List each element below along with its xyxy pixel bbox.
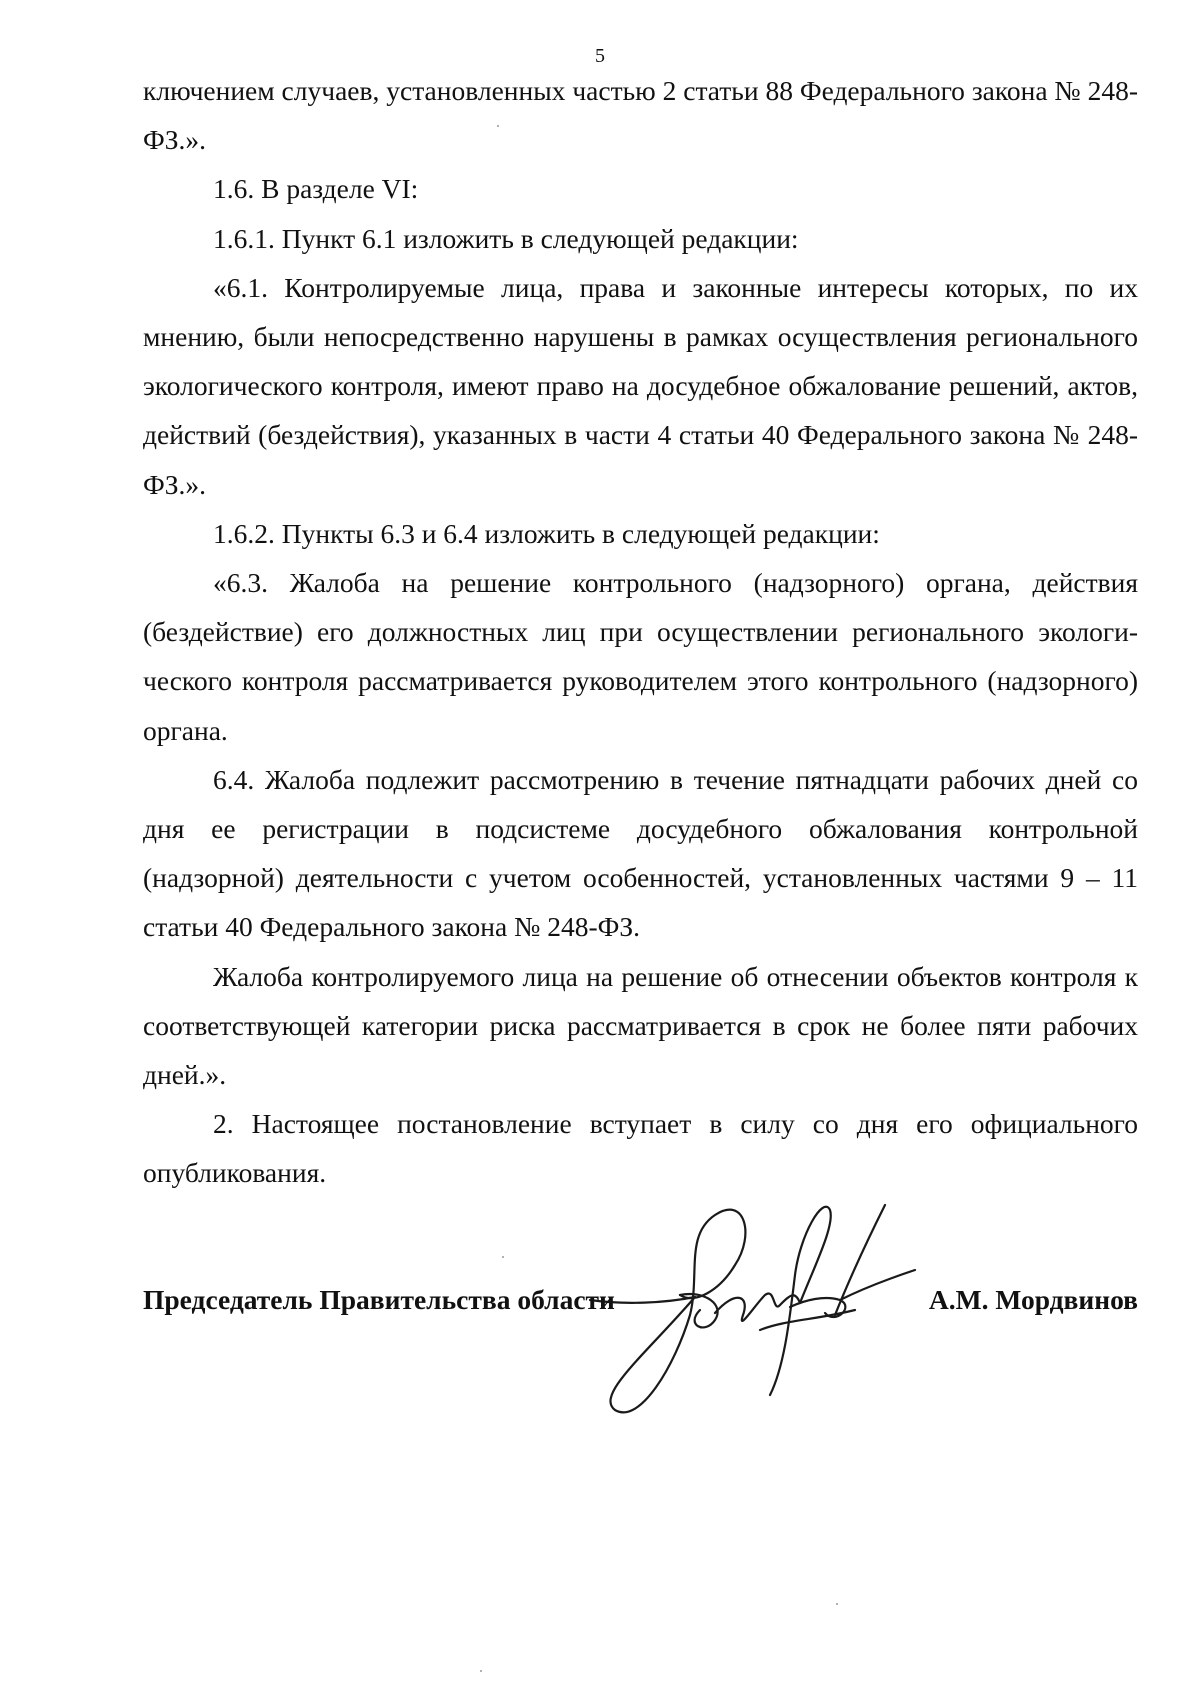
paragraph-entry-into-force: 2. Настоящее постановление вступает в силу со дня его официального опубликования. — [143, 1108, 1138, 1189]
signatory-name: А.М. Мордвинов — [928, 1284, 1138, 1315]
scan-speck — [502, 1256, 504, 1258]
paragraph-continuation: ключением случаев, установленных частью 2 статьи 88 Федерального закона № 248-ФЗ.». — [143, 75, 1138, 156]
paragraph-item-1-6-1: 1.6.1. Пункт 6.1 изложить в следующей редакции: — [213, 222, 799, 254]
page-number: 5 — [595, 45, 605, 67]
scan-speck — [497, 125, 499, 127]
paragraph-item-1-6-2: 1.6.2. Пункты 6.3 и 6.4 изложить в следующей редакции: — [213, 517, 880, 549]
paragraph-point-6-1: «6.1. Контролируемые лица, права и законные интересы которых, по их мнению, были непосредственно нарушены в рамках осуществления регионального экологического контроля, имеют право на досудебное обжалование решений, актов, действий (бездействия), указанных в части 4 статьи 40 Федерального закона № 248-ФЗ.». — [143, 271, 1138, 500]
signatory-title: Председатель Правительства области — [143, 1284, 615, 1315]
paragraph-complaint-risk: Жалоба контролируемого лица на решение об отнесении объектов контроля к соответствующей категории риска рассматривается в срок не более пяти рабочих дней.». — [143, 960, 1138, 1091]
paragraph-point-6-4: 6.4. Жалоба подлежит рассмотрению в течение пятнадцати рабочих дней со дня ее регистрации в подсистеме досудебного обжалования контрольной (надзорной) деятельности с учетом особенностей, установленных частями 9 – 11 статьи 40 Федерального закона № 248-ФЗ. — [143, 763, 1138, 943]
signature-block — [143, 1270, 1138, 1330]
paragraph-section-heading: 1.6. В разделе VI: — [213, 173, 419, 205]
scan-speck — [836, 1603, 838, 1605]
document-body — [143, 66, 1138, 1198]
scan-speck — [480, 1670, 482, 1672]
paragraph-point-6-3: «6.3. Жалоба на решение контрольного (надзорного) органа, действия (бездействие) его должностных лиц при осуществлении регионального экологического контроля рассматривается руководителем этого контрольного (надзорного) органа. — [143, 567, 1138, 746]
